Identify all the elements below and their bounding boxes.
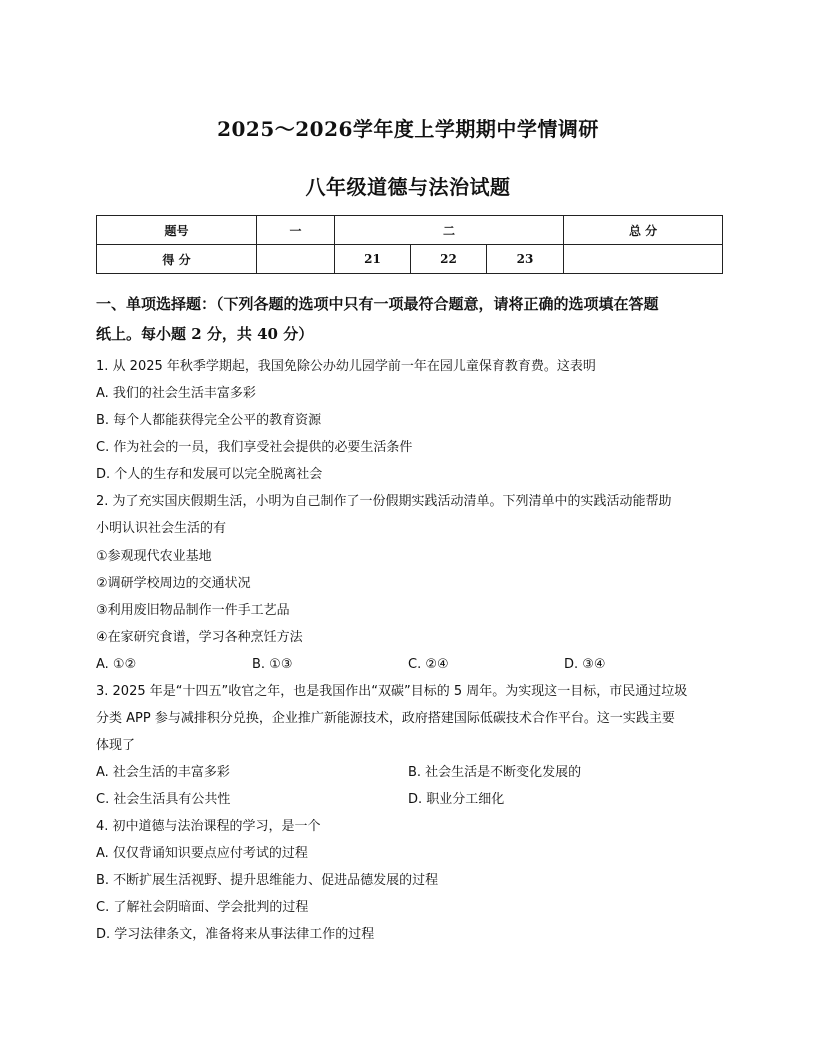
total-score-cell	[564, 245, 723, 274]
section-one-heading-line1: 一、单项选择题：（下列各题的选项中只有一项最符合题意，请将正确的选项填在答题	[96, 295, 659, 313]
score-table-score-row	[97, 245, 723, 274]
question-22-cell: 22	[411, 245, 487, 274]
question-1-stem: 1. 从 2025 年秋季学期起，我国免除公办幼儿园学前一年在园儿童保育教育费。这表明	[96, 359, 596, 374]
question-4-option-c: C. 了解社会阴暗面、学会批判的过程	[96, 900, 309, 915]
part-one-score-cell	[257, 245, 335, 274]
exam-title: 2025～2026学年度上学期期中学情调研	[217, 117, 599, 141]
question-2-stem-line1: 2. 为了充实国庆假期生活，小明为自己制作了一份假期实践活动清单。下列清单中的实践活动能帮助	[96, 494, 672, 509]
question-1-option-d: D. 个人的生存和发展可以完全脱离社会	[96, 467, 323, 482]
exam-subtitle: 八年级道德与法治试题	[305, 175, 511, 199]
question-3-option-a: A. 社会生活的丰富多彩	[96, 765, 230, 780]
question-2-item-3: ③利用废旧物品制作一件手工艺品	[96, 603, 290, 618]
question-3-option-b: B. 社会生活是不断变化发展的	[408, 765, 582, 780]
question-2-option-b: B. ①③	[252, 657, 293, 672]
question-1-option-a: A. 我们的社会生活丰富多彩	[96, 386, 256, 401]
question-23-cell: 23	[487, 245, 564, 274]
question-3-option-d: D. 职业分工细化	[408, 792, 505, 807]
question-2-item-2: ②调研学校周边的交通状况	[96, 576, 251, 591]
question-3-stem-line1: 3. 2025 年是“十四五”收官之年，也是我国作出“双碳”目标的 5 周年。为实现这一目标，市民通过垃圾	[96, 684, 688, 699]
question-3-stem-line3: 体现了	[96, 738, 136, 753]
question-1-option-c: C. 作为社会的一员，我们享受社会提供的必要生活条件	[96, 440, 413, 455]
part-two-header: 二	[335, 216, 564, 245]
question-4-option-d: D. 学习法律条文，准备将来从事法律工作的过程	[96, 927, 375, 942]
question-4-option-b: B. 不断扩展生活视野、提升思维能力、促进品德发展的过程	[96, 873, 439, 888]
question-2-option-c: C. ②④	[408, 657, 449, 672]
total-score-header: 总 分	[564, 216, 723, 245]
question-4-option-a: A. 仅仅背诵知识要点应付考试的过程	[96, 846, 308, 861]
question-2-item-1: ①参观现代农业基地	[96, 549, 212, 564]
question-3-stem-line2: 分类 APP 参与减排积分兑换，企业推广新能源技术，政府搭建国际低碳技术合作平台。这一实践主要	[96, 711, 675, 726]
score-label: 得 分	[97, 245, 257, 274]
part-one-header: 一	[257, 216, 335, 245]
question-number-label: 题号	[97, 216, 257, 245]
section-one-heading	[96, 289, 726, 349]
question-21-cell: 21	[335, 245, 411, 274]
score-table-header-row	[97, 216, 723, 245]
score-table	[96, 215, 723, 274]
question-4-stem: 4. 初中道德与法治课程的学习，是一个	[96, 819, 321, 834]
question-2-option-d: D. ③④	[564, 657, 606, 672]
question-2-item-4: ④在家研究食谱，学习各种烹饪方法	[96, 630, 303, 645]
question-2-stem-line2: 小明认识社会生活的有	[96, 521, 227, 536]
question-2-option-a: A. ①②	[96, 657, 137, 672]
question-3-option-c: C. 社会生活具有公共性	[96, 792, 231, 807]
question-1-option-b: B. 每个人都能获得完全公平的教育资源	[96, 413, 322, 428]
section-one-heading-line2: 纸上。每小题 2 分，共 40 分）	[96, 325, 314, 343]
